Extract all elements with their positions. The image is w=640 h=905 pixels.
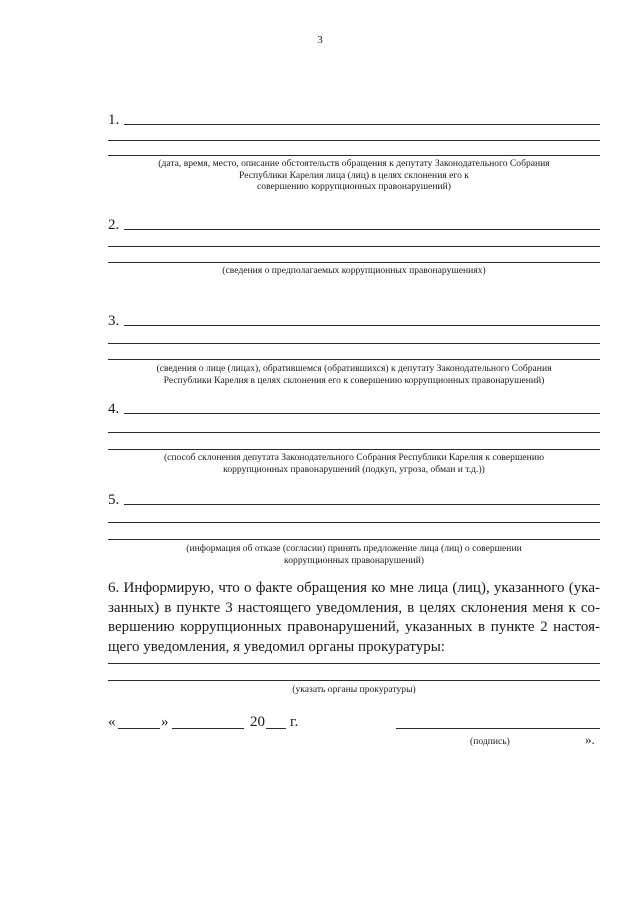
date-year-suffix: г. — [290, 714, 299, 730]
paragraph-6 — [108, 579, 600, 657]
section-1-line-2 — [108, 140, 600, 141]
date-year-prefix: 20 — [250, 714, 265, 730]
section-4-caption — [108, 452, 600, 475]
section-5-line-3 — [108, 539, 600, 540]
section-3-line-2 — [108, 343, 600, 344]
caption-line: Республики Карелия в целях склонения его к совершению коррупционных правонарушений) — [163, 374, 545, 386]
section-4-line-2 — [108, 432, 600, 433]
prosecutor-line-2 — [108, 680, 600, 681]
signature-caption: (подпись) — [470, 736, 510, 747]
section-4-line-1 — [124, 413, 600, 414]
caption-line: (дата, время, место, описание обстоятельств обращения к депутату Законодательного Собрания — [158, 158, 550, 169]
paragraph-line: 6. Информирую, что о факте обращения ко мне лица (лиц), указанного (ука- — [108, 580, 600, 596]
section-2-caption — [108, 265, 600, 277]
date-year-line — [266, 728, 286, 729]
section-1-caption — [108, 158, 600, 193]
caption-line: (сведения о лице (лицах), обратившемся (обратившихся) к депутату Законодательного Собрания — [156, 363, 552, 374]
section-2-number: 2. — [108, 217, 120, 233]
section-4-number: 4. — [108, 401, 120, 417]
section-3-line-1 — [124, 325, 600, 326]
date-day-line — [118, 728, 160, 729]
section-5-line-2 — [108, 522, 600, 523]
paragraph-line: щего уведомления, я уведомил органы прокуратуры: — [108, 638, 445, 655]
paragraph-line: занных) в пункте 3 настоящего уведомления, в целях склонения меня к со- — [108, 599, 600, 616]
section-4-line-3 — [108, 449, 600, 450]
section-2-line-2 — [108, 246, 600, 247]
section-3-line-3 — [108, 359, 600, 360]
section-5-caption — [108, 543, 600, 566]
caption-line: (информация об отказе (согласии) принять предложение лица (лиц) о совершении — [186, 543, 522, 554]
caption-line: (сведения о предполагаемых коррупционных правонарушениях) — [222, 265, 486, 276]
paragraph-line: вершению коррупционных правонарушений, указанных в пункте 2 настоя- — [108, 619, 600, 635]
prosecutor-line-1 — [108, 663, 600, 664]
signature-line — [396, 728, 600, 729]
section-2-line-1 — [124, 229, 600, 230]
caption-line: коррупционных правонарушений) — [284, 554, 424, 566]
date-open-quote: « — [108, 714, 116, 730]
caption-line: совершению коррупционных правонарушений) — [257, 181, 451, 192]
caption-line: Республики Карелия лица (лиц) в целях склонения его к — [239, 169, 469, 181]
date-month-line — [172, 728, 244, 729]
date-close-quote: » — [161, 714, 169, 730]
section-1-number: 1. — [108, 112, 120, 128]
section-1-line-3 — [108, 155, 600, 156]
section-1-line-1 — [124, 124, 600, 125]
caption-line: (способ склонения депутата Законодательного Собрания Республики Карелия к совершению — [163, 452, 545, 463]
caption-line: коррупционных правонарушений (подкуп, угроза, обман и т.д.)) — [223, 463, 485, 475]
section-5-line-1 — [124, 504, 600, 505]
page-number: 3 — [317, 34, 323, 46]
section-3-number: 3. — [108, 313, 120, 329]
section-2-line-3 — [108, 262, 600, 263]
section-5-number: 5. — [108, 492, 120, 508]
signature-closing: ». — [585, 732, 595, 747]
section-3-caption — [108, 363, 600, 386]
prosecutor-caption: (указать органы прокуратуры) — [292, 684, 416, 695]
